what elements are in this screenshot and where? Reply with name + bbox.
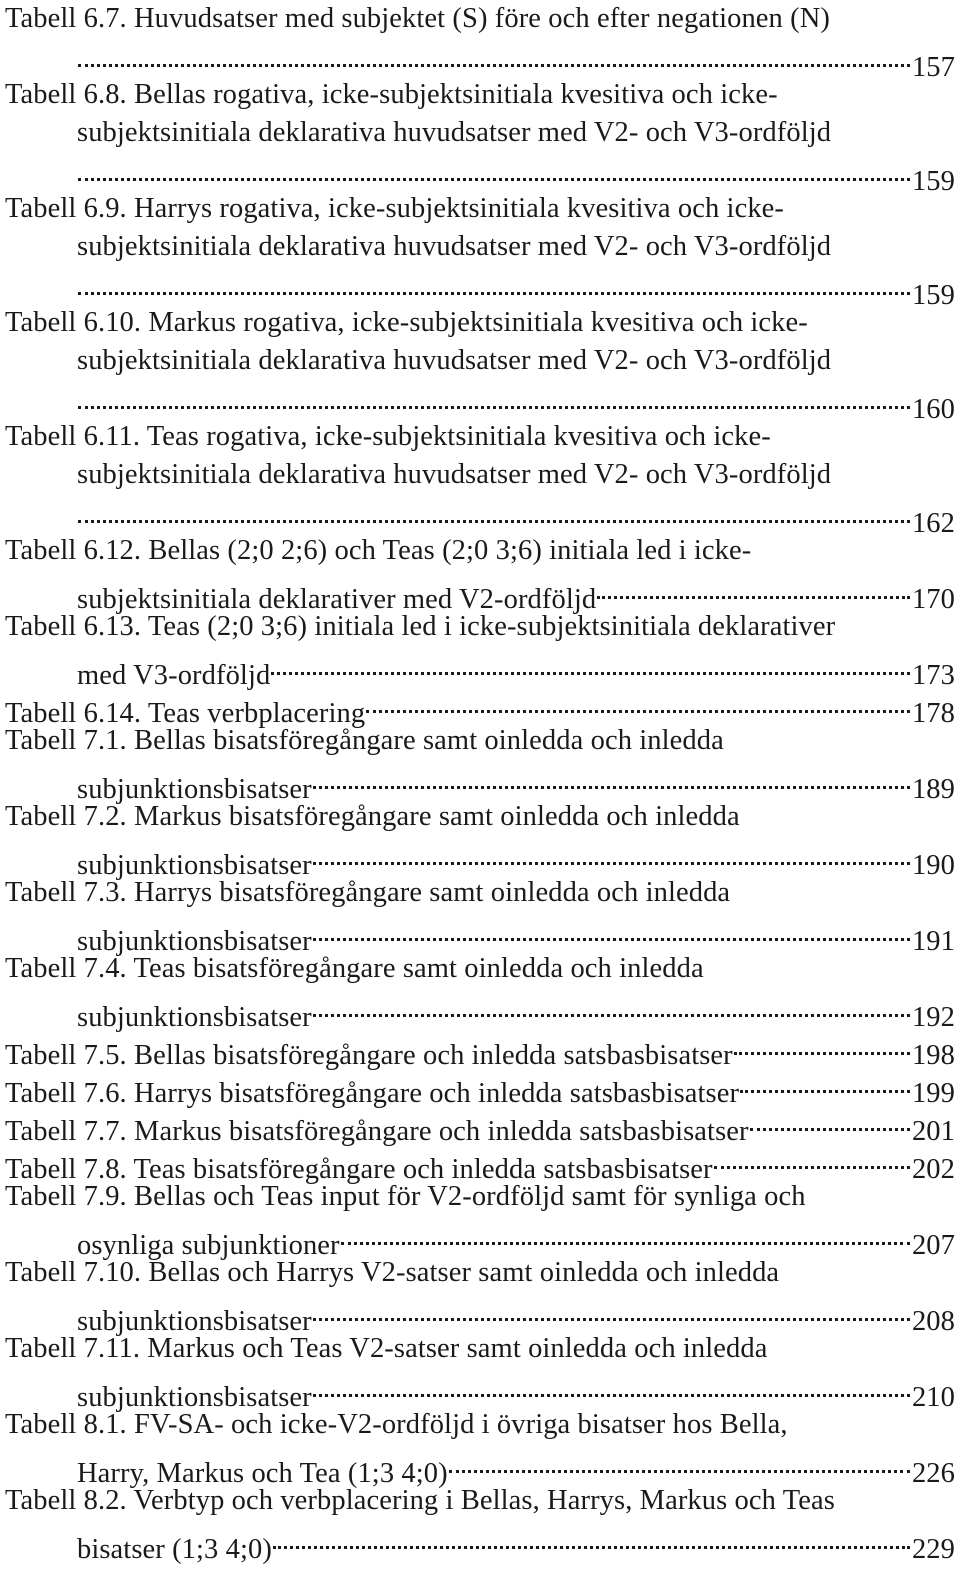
toc-entry-page-line: [5, 266, 955, 311]
page-number[interactable]: 160: [911, 394, 955, 425]
toc-entry-title-tail: subjunktionsbisatser: [77, 850, 312, 881]
dot-leader: [78, 266, 910, 304]
page-number[interactable]: 173: [911, 660, 955, 691]
dot-leader: [313, 988, 910, 1026]
toc-entry-title-line: Tabell 6.8. Bellas rogativa, icke-subjektsinitiala kvesitiva och icke-: [5, 79, 778, 110]
page-number[interactable]: 159: [911, 280, 955, 311]
toc-entry[interactable]: [5, 304, 955, 425]
toc-entry[interactable]: [5, 874, 955, 957]
page-number[interactable]: 207: [911, 1230, 955, 1261]
page-number[interactable]: 162: [911, 508, 955, 539]
dot-leader: [78, 380, 910, 418]
toc-entry-title-line: Tabell 8.2. Verbtyp och verbplacering i Bellas, Harrys, Markus och Teas: [5, 1485, 835, 1516]
page-number[interactable]: 191: [911, 926, 955, 957]
toc-entry-title-line: Tabell 7.10. Bellas och Harrys V2-satser samt oinledda och inledda: [5, 1257, 780, 1288]
page-number[interactable]: 159: [911, 166, 955, 197]
toc-entry-title-line: Tabell 6.13. Teas (2;0 3;6) initiala led i icke-subjektsinitiala deklarativer: [5, 611, 836, 642]
page-number[interactable]: 178: [911, 698, 955, 729]
toc-entry-title-line: Tabell 7.9. Bellas och Teas input för V2-ordföljd samt för synliga och: [5, 1181, 806, 1212]
toc-entry-page-line: [5, 760, 955, 805]
toc-entry[interactable]: [5, 1178, 955, 1261]
page-number[interactable]: 201: [911, 1116, 955, 1147]
toc-entry-page-line: [5, 684, 955, 729]
toc-entry-page-line: [5, 38, 955, 83]
toc-entry-page-line: [5, 1102, 955, 1147]
page-number[interactable]: 190: [911, 850, 955, 881]
toc-entry[interactable]: [5, 722, 955, 805]
toc-entry-title-tail: subjunktionsbisatser: [77, 774, 312, 805]
dot-leader: [449, 1444, 910, 1482]
toc-entry-title-tail: Tabell 7.5. Bellas bisatsföregångare och inledda satsbasbisatser: [5, 1040, 733, 1071]
dot-leader: [78, 38, 910, 76]
toc-entry[interactable]: [5, 532, 955, 615]
page-number[interactable]: 210: [911, 1382, 955, 1413]
toc-entry[interactable]: [5, 1102, 955, 1147]
toc-entry[interactable]: [5, 798, 955, 881]
dot-leader: [78, 152, 910, 190]
dot-leader: [313, 912, 910, 950]
dot-leader: [341, 1216, 910, 1254]
toc-entry[interactable]: [5, 1482, 955, 1565]
page-number[interactable]: 208: [911, 1306, 955, 1337]
toc-entry-title-tail: Tabell 6.14. Teas verbplacering: [5, 698, 366, 729]
toc-entry[interactable]: [5, 76, 955, 197]
toc-entry-page-line: [5, 1064, 955, 1109]
toc-entry-page-line: [5, 380, 955, 425]
toc-entry-title-line: Tabell 6.11. Teas rogativa, icke-subjektsinitiala kvesitiva och icke-: [5, 421, 771, 452]
toc-entry-page-line: [5, 1216, 955, 1261]
toc-entry-title-tail: subjunktionsbisatser: [77, 1382, 312, 1413]
toc-entry-title-tail: subjunktionsbisatser: [77, 1002, 312, 1033]
page-number[interactable]: 170: [911, 584, 955, 615]
dot-leader: [714, 1140, 910, 1178]
toc-entry-title-line: Tabell 7.4. Teas bisatsföregångare samt oinledda och inledda: [5, 953, 704, 984]
toc-entry[interactable]: [5, 1406, 955, 1489]
toc-entry-page-line: [5, 1026, 955, 1071]
toc-entry-title-tail: subjektsinitiala deklarativer med V2-ordföljd: [77, 584, 597, 615]
toc-entry-title-line: Tabell 6.12. Bellas (2;0 2;6) och Teas (2;0 3;6) initiala led i icke-: [5, 535, 752, 566]
toc-entry-title-line: Tabell 7.3. Harrys bisatsföregångare samt oinledda och inledda: [5, 877, 731, 908]
dot-leader: [313, 1292, 910, 1330]
toc-entry[interactable]: [5, 1254, 955, 1337]
dot-leader: [78, 494, 910, 532]
table-of-tables: [5, 0, 955, 1565]
toc-entry-title-line: Tabell 7.11. Markus och Teas V2-satser samt oinledda och inledda: [5, 1333, 768, 1364]
toc-entry-title-line: Tabell 8.1. FV-SA- och icke-V2-ordföljd i övriga bisatser hos Bella,: [5, 1409, 788, 1440]
dot-leader: [313, 760, 910, 798]
toc-entry-page-line: [5, 1292, 955, 1337]
page-number[interactable]: 189: [911, 774, 955, 805]
toc-entry-title-line: subjektsinitiala deklarativa huvudsatser med V2- och V3-ordföljd: [77, 345, 832, 376]
toc-entry[interactable]: [5, 1140, 955, 1185]
toc-entry-page-line: [5, 494, 955, 539]
page-number[interactable]: 229: [911, 1534, 955, 1565]
dot-leader: [271, 646, 910, 684]
toc-entry-page-line: [5, 1444, 955, 1489]
dot-leader: [313, 836, 910, 874]
toc-entry-title-tail: osynliga subjunktioner: [77, 1230, 340, 1261]
toc-entry-page-line: [5, 1140, 955, 1185]
toc-entry-title-tail: Harry, Markus och Tea (1;3 4;0): [77, 1458, 448, 1489]
page-number[interactable]: 199: [911, 1078, 955, 1109]
toc-entry-title-line: Tabell 7.2. Markus bisatsföregångare samt oinledda och inledda: [5, 801, 740, 832]
dot-leader: [273, 1520, 910, 1558]
toc-entry-page-line: [5, 912, 955, 957]
page-number[interactable]: 192: [911, 1002, 955, 1033]
toc-entry[interactable]: [5, 1026, 955, 1071]
page-number[interactable]: 202: [911, 1154, 955, 1185]
toc-entry-page-line: [5, 152, 955, 197]
toc-entry[interactable]: [5, 684, 955, 729]
toc-entry-page-line: [5, 646, 955, 691]
toc-entry-page-line: [5, 1368, 955, 1413]
page-number[interactable]: 157: [911, 52, 955, 83]
dot-leader: [597, 570, 910, 608]
toc-entry-title-line: Tabell 6.7. Huvudsatser med subjektet (S) före och efter negationen (N): [5, 3, 830, 34]
toc-entry[interactable]: [5, 0, 955, 83]
toc-entry[interactable]: [5, 418, 955, 539]
toc-entry-title-tail: bisatser (1;3 4;0): [77, 1534, 272, 1565]
page-number[interactable]: 198: [911, 1040, 955, 1071]
toc-entry-title-tail: subjunktionsbisatser: [77, 1306, 312, 1337]
toc-entry-page-line: [5, 988, 955, 1033]
toc-entry[interactable]: [5, 608, 955, 691]
dot-leader: [734, 1026, 910, 1064]
toc-entry-title-tail: subjunktionsbisatser: [77, 926, 312, 957]
toc-entry-title-line: Tabell 6.9. Harrys rogativa, icke-subjektsinitiala kvesitiva och icke-: [5, 193, 785, 224]
toc-entry-title-line: Tabell 6.10. Markus rogativa, icke-subjektsinitiala kvesitiva och icke-: [5, 307, 808, 338]
toc-entry[interactable]: [5, 950, 955, 1033]
dot-leader: [313, 1368, 910, 1406]
toc-entry-title-line: subjektsinitiala deklarativa huvudsatser med V2- och V3-ordföljd: [77, 231, 832, 262]
dot-leader: [366, 684, 910, 722]
dot-leader: [750, 1102, 910, 1140]
toc-entry-page-line: [5, 836, 955, 881]
toc-entry[interactable]: [5, 1064, 955, 1109]
page-number[interactable]: 226: [911, 1458, 955, 1489]
toc-entry-page-line: [5, 570, 955, 615]
dot-leader: [740, 1064, 910, 1102]
toc-entry[interactable]: [5, 190, 955, 311]
toc-entry-title-line: subjektsinitiala deklarativa huvudsatser med V2- och V3-ordföljd: [77, 117, 832, 148]
toc-entry-title-tail: Tabell 7.8. Teas bisatsföregångare och inledda satsbasbisatser: [5, 1154, 713, 1185]
toc-entry-title-line: subjektsinitiala deklarativa huvudsatser med V2- och V3-ordföljd: [77, 459, 832, 490]
toc-entry-title-tail: Tabell 7.7. Markus bisatsföregångare och inledda satsbasbisatser: [5, 1116, 749, 1147]
toc-entry-page-line: [5, 1520, 955, 1565]
toc-entry-title-line: Tabell 7.1. Bellas bisatsföregångare samt oinledda och inledda: [5, 725, 724, 756]
toc-entry[interactable]: [5, 1330, 955, 1413]
toc-entry-title-tail: med V3-ordföljd: [77, 660, 271, 691]
toc-entry-title-tail: Tabell 7.6. Harrys bisatsföregångare och inledda satsbasbisatser: [5, 1078, 740, 1109]
